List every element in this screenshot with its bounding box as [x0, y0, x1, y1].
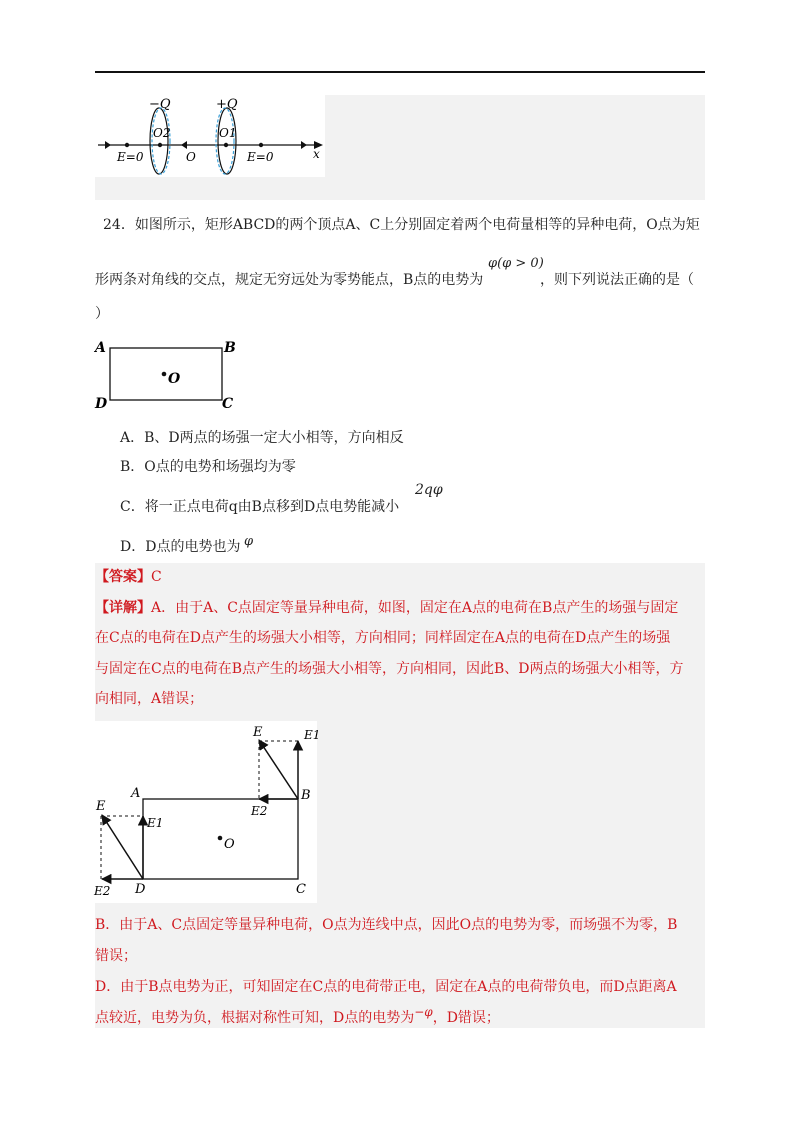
rect-label-c: C: [222, 396, 234, 412]
detail-d2-sup: −φ: [414, 1005, 433, 1019]
answer-tag: 【答案】: [95, 569, 151, 585]
label-neg-q: −Q: [149, 97, 171, 112]
option-d-sup: φ: [244, 534, 254, 549]
field-label-o: O: [224, 837, 235, 852]
label-o: O: [186, 150, 196, 164]
detail-tag: 【详解】: [95, 600, 151, 616]
option-b: B．O点的电势和场强均为零: [120, 459, 296, 475]
label-pos-q: +Q: [216, 97, 238, 112]
label-e0-left: E=0: [117, 150, 144, 164]
field-label-e-left: E: [96, 799, 106, 814]
label-o1: O1: [219, 126, 237, 140]
rect-label-d: D: [95, 396, 108, 412]
field-label-e1-left: E1: [147, 816, 164, 830]
field-vector-figure: [93, 721, 321, 903]
label-e0-right: E=0: [247, 150, 274, 164]
q24-line2b: ，则下列说法正确的是（: [540, 272, 694, 288]
field-label-d: D: [135, 882, 146, 897]
q24-phi-condition: φ(φ > 0): [488, 256, 544, 271]
rectangle-abcd-figure: [92, 336, 242, 412]
field-label-e2-top: E2: [251, 804, 268, 818]
option-c-sup: 2qφ: [415, 482, 443, 498]
rect-label-a: A: [95, 340, 106, 356]
field-label-c: C: [296, 882, 306, 897]
detail-d1: D．由于B点电势为正，可知固定在C点的电荷带正电，固定在A点的电荷带负电，而D点距离A: [95, 979, 677, 995]
field-label-e2-left: E2: [94, 884, 111, 898]
detail-a3: 与固定在C点的电荷在B点产生的场强大小相等，方向相同，因此B、D两点的场强大小相等，方: [95, 661, 684, 677]
detail-a4: 向相同，A错误；: [95, 691, 204, 707]
detail-a2: 在C点的电荷在D点产生的场强大小相等，方向相同；同样固定在A点的电荷在D点产生的场强: [95, 630, 671, 646]
q24-line1: 24．如图所示，矩形ABCD的两个顶点A、C上分别固定着两个电荷量相等的异种电荷，O点为矩: [103, 217, 700, 233]
q24-line3: ）: [95, 306, 109, 322]
rect-label-o: O: [168, 371, 181, 387]
field-label-e1-top: E1: [304, 728, 321, 742]
q24-line2a: 形两条对角线的交点，规定无穷远处为零势能点，B点的电势为: [95, 272, 484, 288]
label-o2: O2: [153, 126, 171, 140]
option-d: D．D点的电势也为: [120, 539, 241, 555]
field-label-e-top: E: [253, 725, 263, 740]
detail-b2: 错误；: [95, 948, 137, 964]
label-x: x: [313, 147, 320, 161]
detail-b1: B．由于A、C点固定等量异种电荷，O点为连线中点，因此O点的电势为零，而场强不为零，B: [95, 917, 678, 933]
answer-value: C: [151, 569, 162, 585]
detail-a1: [95, 598, 678, 618]
header-rule: [95, 71, 705, 73]
ring-charge-diagram: [95, 95, 325, 177]
detail-d2: [95, 1005, 500, 1028]
detail-d2a: 点较近，电势为负，根据对称性可知，D点的电势为: [95, 1010, 415, 1026]
option-c: C．将一正点电荷q由B点移到D点电势能减小: [120, 499, 400, 515]
detail-d2b: ，D错误；: [432, 1010, 500, 1026]
field-label-a: A: [131, 786, 141, 801]
option-a: A．B、D两点的场强一定大小相等，方向相反: [120, 430, 404, 446]
rect-label-b: B: [224, 340, 236, 356]
answer-line: [95, 567, 162, 587]
detail-a1-text: A．由于A、C点固定等量异种电荷，如图，固定在A点的电荷在B点产生的场强与固定: [151, 600, 679, 616]
field-label-b: B: [301, 788, 311, 803]
